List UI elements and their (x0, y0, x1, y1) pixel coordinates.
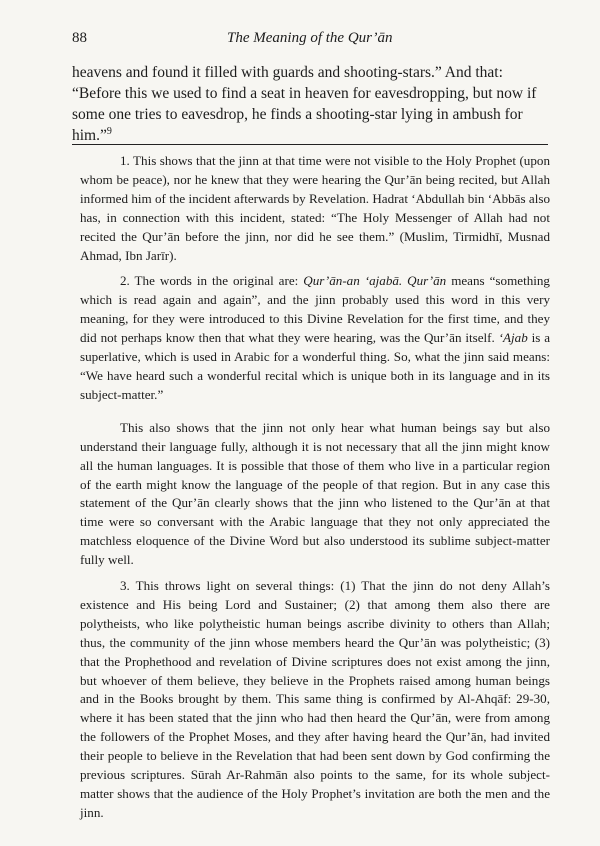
footnote-2-continued: This also shows that the jinn not only hear what human beings say but also understand their language fully, although it is not necessary that all the jinn might know all the human languages. It is possible that those of them who live in a particular region of the earth might know the language of the people of that region. But in any case this statement of the Qur’ān clearly shows that the jinn who listened to the Qur’ān at that time were so conversant with the Arabic language that they not only appreciated the matchless eloquence of the Divine Word but also understood its sublime subject-matter fully well. (80, 419, 550, 568)
footnote-2-arabic-term-ajab: ‘Ajab (498, 330, 528, 346)
page-number: 88 (72, 30, 87, 46)
footnotes-section (80, 152, 550, 830)
footnote-2 (80, 272, 550, 404)
main-paragraph (72, 62, 548, 146)
footnote-1: 1. This shows that the jinn at that time were not visible to the Holy Prophet (upon whom be peace), nor he knew that they were hearing the Qur’ān being recited, but Allah informed him of the incident afterwards by Revelation. Hadrat ‘Abdullah bin ‘Abbās also has, in connection with this incident, stated: “The Holy Messenger of Allah had not recited the Qur’ān before the jinn, nor did he see them.” (Muslim, Tirmidhī, Musnad Ahmad, Ibn Jarīr). (80, 153, 550, 263)
main-paragraph-text: heavens and found it filled with guards and shooting-stars.” And that: “Before this we used to find a seat in heaven for eavesdropping, but now if some one tries to eavesdrop, he finds a shooting-star lying in ambush for him.” (72, 64, 537, 144)
footnote-2-text-c: is a superlative, which is used in Arabic for a wonderful thing. So, what the jinn said means: “We have heard such a wonderful recital which is unique both in its language and in its subject-matter.” (80, 330, 551, 402)
main-text-block (72, 62, 548, 146)
running-title: The Meaning of the Qur’ān (227, 30, 393, 46)
footnote-divider (72, 144, 548, 145)
page-header (72, 30, 540, 50)
footnote-2-text-a: 2. The words in the original are: (120, 273, 304, 289)
footnote-2-arabic-term: Qur’ān-an ‘ajabā. Qur’ān (303, 273, 447, 289)
footnote-2-text-b: means “something which is read again and again”, and the jinn probably used this word in this very meaning, for they were introduced to this Divine Revelation for the first time, and they did not perhaps know then that what they were hearing, was the Qur’ān itself. (80, 273, 550, 346)
footnote-reference: 9 (106, 125, 112, 137)
footnote-3: 3. This throws light on several things: (1) That the jinn do not deny Allah’s existence and His being Lord and Sustainer; (2) that among them also there are polytheists, who like polytheistic human beings ascribe divinity to others than Allah; thus, the community of the jinn whose members heard the Qur’ān was polytheistic; (3) that the Prophethood and revelation of Divine scriptures does not exist among the jinn, but whoever of them believe, they believe in the Prophets raised among human beings and in the Books brought by them. This same thing is confirmed by Al-Ahqāf: 29-30, where it has been stated that the jinn who had then heard the Qur’ān, were from among the followers of the Prophet Moses, and they after having heard the Qur’ān, had invited their people to believe in the Revelation that had been sent down by God confirming the previous scriptures. Sūrah Ar-Rahmān also points to the same, for its whole subject-matter shows that the audience of the Holy Prophet’s invitation are both the men and the jinn. (80, 578, 550, 820)
